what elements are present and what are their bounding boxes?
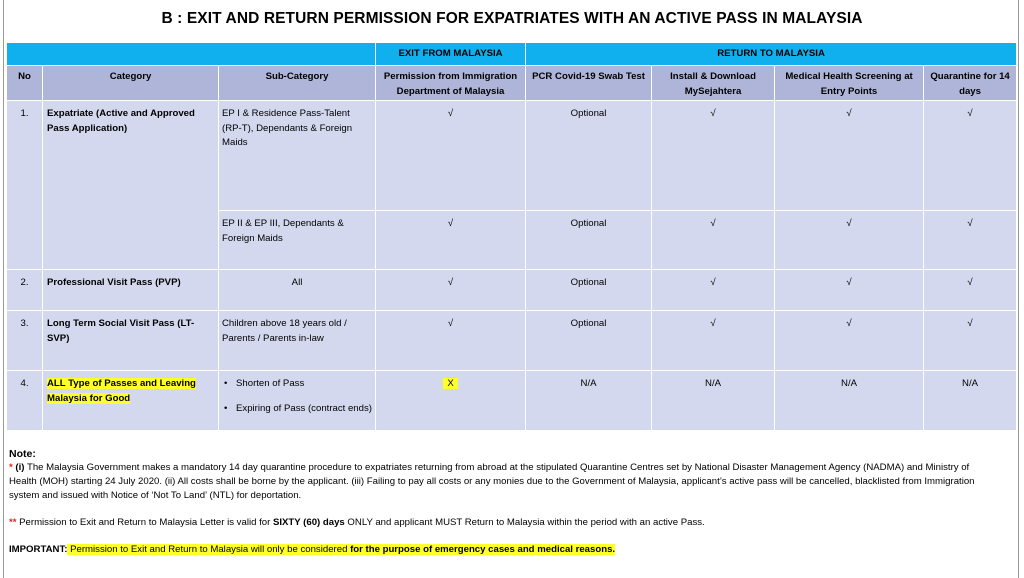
row-number: 4.	[7, 371, 43, 431]
cell-screening: √	[775, 311, 924, 371]
col-header-category: Category	[43, 66, 219, 101]
cell-mysejahtera: √	[652, 101, 775, 211]
col-header-screening: Medical Health Screening at Entry Points	[775, 66, 924, 101]
cell-mysejahtera: N/A	[652, 371, 775, 431]
col-header-quarantine: Quarantine for 14 days	[924, 66, 1017, 101]
list-item: • Shorten of Pass	[222, 377, 372, 392]
row-subcategory: EP I & Residence Pass-Talent (RP-T), Dependants & Foreign Maids	[219, 101, 376, 211]
cell-screening: N/A	[775, 371, 924, 431]
cell-quarantine: N/A	[924, 371, 1017, 431]
cell-mysejahtera: √	[652, 311, 775, 371]
cell-screening: √	[775, 270, 924, 311]
note-star: *	[9, 462, 13, 473]
cell-permission: √	[376, 311, 526, 371]
col-header-no: No	[7, 66, 43, 101]
cell-pcr: Optional	[526, 311, 652, 371]
cell-permission: X	[443, 378, 457, 389]
important-text	[67, 544, 615, 555]
table-row	[7, 270, 1017, 311]
page-border-right	[1018, 0, 1019, 578]
col-header-mysejahtera: Install & Download MySejahtera	[652, 66, 775, 101]
notes-heading: Note:	[9, 448, 36, 460]
row-number: 2.	[7, 270, 43, 311]
row-category: Expatriate (Active and Approved Pass Application)	[43, 101, 219, 270]
permission-table	[6, 42, 1017, 431]
cell-quarantine: √	[924, 101, 1017, 211]
group-header-return: RETURN TO MALAYSIA	[526, 43, 1017, 66]
row-category: ALL Type of Passes and Leaving Malaysia for Good	[47, 378, 196, 404]
cell-quarantine: √	[924, 211, 1017, 270]
cell-pcr: Optional	[526, 270, 652, 311]
page-border-left	[3, 0, 4, 578]
note-two-bold: SIXTY (60) days	[272, 517, 345, 528]
note-one-text: The Malaysia Government makes a mandatory 14 day quarantine procedure to expatriates returning from abroad at the stipulated Quarantine Centres set by National Disaster Management Agency (NADMA) and Ministry of Health (MOH) starting 24 July 2020. (ii) All costs shall be borne by the applicant. (iii) Failing to pay all costs or any monies due to the Government of Malaysia, applicant’s active pass will be cancelled, blacklisted from Immigration system and issued with Notice of ‘Not To Land’ (NTL) for deportation.	[9, 462, 975, 501]
col-header-subcategory: Sub-Category	[219, 66, 376, 101]
cell-pcr: Optional	[526, 211, 652, 270]
cell-screening: √	[775, 211, 924, 270]
cell-permission: √	[376, 101, 526, 211]
important-label: IMPORTANT:	[9, 544, 68, 555]
col-header-pcr: PCR Covid-19 Swab Test	[526, 66, 652, 101]
group-header-exit: EXIT FROM MALAYSIA	[376, 43, 526, 66]
note-two-text-b: ONLY and applicant MUST Return to Malaysia within the period with an active Pass.	[344, 517, 705, 528]
row-subcategory-cell	[219, 371, 376, 431]
list-item: • Expiring of Pass (contract ends)	[222, 402, 372, 417]
cell-screening: √	[775, 101, 924, 211]
row-category-cell	[43, 371, 219, 431]
subcategory-list	[222, 377, 372, 416]
cell-permission-cell	[376, 371, 526, 431]
row-subcategory: All	[219, 270, 376, 311]
important-text-bold: for the purpose of emergency cases and medical reasons.	[350, 544, 616, 555]
note-one	[9, 461, 999, 503]
cell-permission: √	[376, 211, 526, 270]
row-subcategory: EP II & EP III, Dependants & Foreign Maids	[219, 211, 376, 270]
row-category: Long Term Social Visit Pass (LT-SVP)	[43, 311, 219, 371]
cell-quarantine: √	[924, 311, 1017, 371]
cell-mysejahtera: √	[652, 270, 775, 311]
important-text-a: Permission to Exit and Return to Malaysia will only be considered	[67, 544, 351, 555]
cell-quarantine: √	[924, 270, 1017, 311]
row-number: 3.	[7, 311, 43, 371]
note-two	[9, 516, 999, 530]
notes-section	[9, 447, 999, 557]
cell-permission: √	[376, 270, 526, 311]
note-double-star: **	[9, 517, 17, 528]
cell-pcr: N/A	[526, 371, 652, 431]
page-title: B : EXIT AND RETURN PERMISSION FOR EXPATRIATES WITH AN ACTIVE PASS IN MALAYSIA	[161, 10, 863, 27]
note-two-text-a: Permission to Exit and Return to Malaysia Letter is valid for	[16, 517, 273, 528]
table-row	[7, 371, 1017, 431]
note-item-label: (i)	[15, 462, 25, 473]
important-note	[9, 543, 999, 557]
cell-pcr: Optional	[526, 101, 652, 211]
table-row	[7, 311, 1017, 371]
row-category: Professional Visit Pass (PVP)	[43, 270, 219, 311]
header-spacer	[7, 43, 376, 66]
col-header-permission: Permission from Immigration Department of Malaysia	[376, 66, 526, 101]
table-row	[7, 101, 1017, 211]
cell-mysejahtera: √	[652, 211, 775, 270]
row-number: 1.	[7, 101, 43, 270]
row-subcategory: Children above 18 years old / Parents / Parents in-law	[219, 311, 376, 371]
